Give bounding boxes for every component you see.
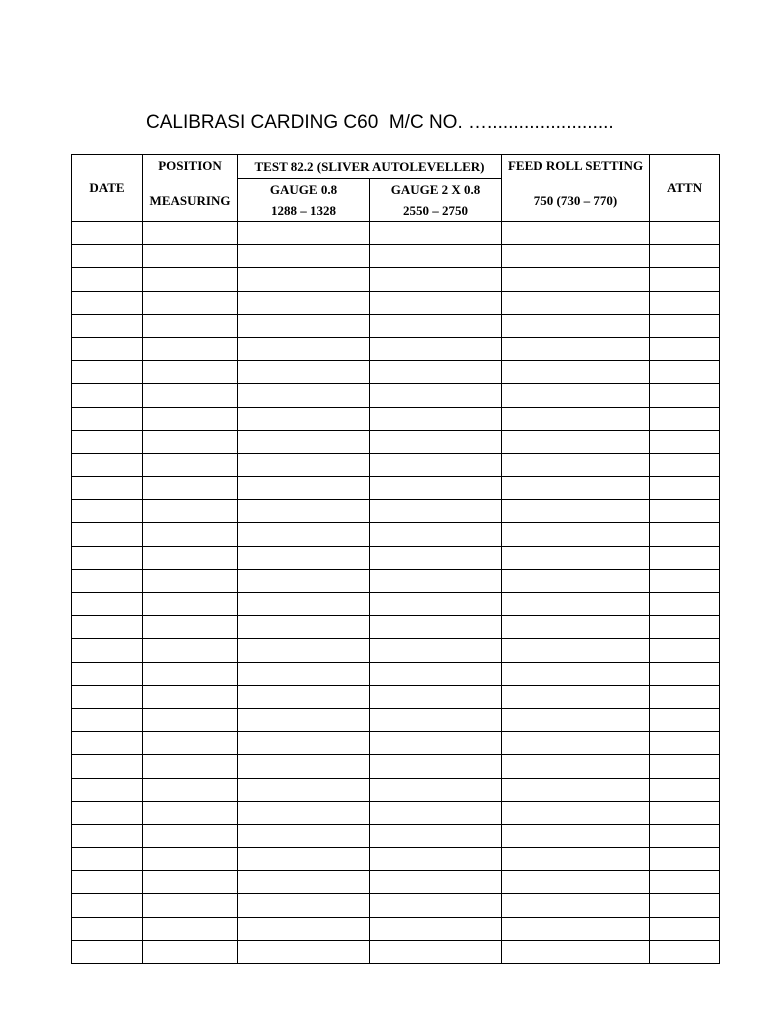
cell-feed-roll[interactable] — [502, 361, 650, 384]
cell-attn[interactable] — [650, 268, 720, 291]
cell-gauge-1[interactable] — [238, 685, 370, 708]
cell-gauge-1[interactable] — [238, 639, 370, 662]
table-row — [72, 616, 720, 639]
cell-feed-roll[interactable] — [502, 222, 650, 245]
cell-position[interactable] — [143, 430, 238, 453]
cell-attn[interactable] — [650, 291, 720, 314]
cell-date[interactable] — [72, 871, 143, 894]
cell-attn[interactable] — [650, 314, 720, 337]
gauge-2-label: GAUGE 2 X 0.8 — [390, 182, 481, 197]
cell-position[interactable] — [143, 361, 238, 384]
cell-feed-roll[interactable] — [502, 523, 650, 546]
cell-date[interactable] — [72, 500, 143, 523]
cell-attn[interactable] — [650, 732, 720, 755]
cell-attn[interactable] — [650, 778, 720, 801]
cell-date[interactable] — [72, 894, 143, 917]
cell-attn[interactable] — [650, 894, 720, 917]
cell-gauge-1[interactable] — [238, 523, 370, 546]
cell-date[interactable] — [72, 593, 143, 616]
cell-gauge-1[interactable] — [238, 940, 370, 963]
cell-date[interactable] — [72, 361, 143, 384]
cell-gauge-2[interactable] — [370, 894, 502, 917]
table-row — [72, 940, 720, 963]
cell-feed-roll[interactable] — [502, 616, 650, 639]
table-row — [72, 732, 720, 755]
cell-date[interactable] — [72, 801, 143, 824]
cell-position[interactable] — [143, 569, 238, 592]
cell-gauge-2[interactable] — [370, 708, 502, 731]
cell-date[interactable] — [72, 569, 143, 592]
cell-feed-roll[interactable] — [502, 245, 650, 268]
table-row — [72, 639, 720, 662]
cell-position[interactable] — [143, 685, 238, 708]
table-row — [72, 523, 720, 546]
cell-attn[interactable] — [650, 245, 720, 268]
cell-gauge-1[interactable] — [238, 337, 370, 360]
cell-gauge-2[interactable] — [370, 291, 502, 314]
cell-gauge-1[interactable] — [238, 755, 370, 778]
cell-gauge-2[interactable] — [370, 616, 502, 639]
cell-date[interactable] — [72, 477, 143, 500]
cell-attn[interactable] — [650, 801, 720, 824]
cell-attn[interactable] — [650, 940, 720, 963]
cell-gauge-1[interactable] — [238, 732, 370, 755]
cell-position[interactable] — [143, 222, 238, 245]
cell-date[interactable] — [72, 824, 143, 847]
cell-gauge-2[interactable] — [370, 801, 502, 824]
cell-position[interactable] — [143, 778, 238, 801]
cell-feed-roll[interactable] — [502, 477, 650, 500]
cell-feed-roll[interactable] — [502, 708, 650, 731]
cell-gauge-2[interactable] — [370, 337, 502, 360]
table-row — [72, 245, 720, 268]
cell-position[interactable] — [143, 616, 238, 639]
cell-position[interactable] — [143, 291, 238, 314]
cell-position[interactable] — [143, 639, 238, 662]
cell-position[interactable] — [143, 500, 238, 523]
cell-gauge-1[interactable] — [238, 477, 370, 500]
table-row — [72, 361, 720, 384]
cell-feed-roll[interactable] — [502, 500, 650, 523]
table-row — [72, 569, 720, 592]
cell-date[interactable] — [72, 407, 143, 430]
cell-date[interactable] — [72, 222, 143, 245]
cell-gauge-1[interactable] — [238, 708, 370, 731]
table-row — [72, 291, 720, 314]
cell-attn[interactable] — [650, 685, 720, 708]
table-row — [72, 894, 720, 917]
cell-gauge-2[interactable] — [370, 222, 502, 245]
table-row — [72, 407, 720, 430]
cell-gauge-1[interactable] — [238, 824, 370, 847]
cell-date[interactable] — [72, 917, 143, 940]
table-row — [72, 778, 720, 801]
cell-feed-roll[interactable] — [502, 732, 650, 755]
cell-gauge-1[interactable] — [238, 453, 370, 476]
cell-gauge-2[interactable] — [370, 569, 502, 592]
entry-rows — [72, 222, 720, 964]
cell-date[interactable] — [72, 523, 143, 546]
cell-date[interactable] — [72, 778, 143, 801]
cell-gauge-1[interactable] — [238, 662, 370, 685]
cell-feed-roll[interactable] — [502, 871, 650, 894]
cell-attn[interactable] — [650, 430, 720, 453]
cell-feed-roll[interactable] — [502, 314, 650, 337]
cell-feed-roll[interactable] — [502, 940, 650, 963]
cell-position[interactable] — [143, 940, 238, 963]
cell-position[interactable] — [143, 384, 238, 407]
cell-position[interactable] — [143, 801, 238, 824]
cell-attn[interactable] — [650, 917, 720, 940]
cell-gauge-2[interactable] — [370, 639, 502, 662]
cell-feed-roll[interactable] — [502, 801, 650, 824]
cell-gauge-1[interactable] — [238, 917, 370, 940]
header-feed-roll-label: FEED ROLL SETTING — [507, 158, 644, 173]
cell-gauge-2[interactable] — [370, 685, 502, 708]
header-date: DATE — [72, 155, 143, 222]
cell-feed-roll[interactable] — [502, 778, 650, 801]
cell-date[interactable] — [72, 337, 143, 360]
header-attn: ATTN — [650, 155, 720, 222]
cell-gauge-1[interactable] — [238, 245, 370, 268]
cell-attn[interactable] — [650, 384, 720, 407]
cell-gauge-1[interactable] — [238, 848, 370, 871]
cell-attn[interactable] — [650, 569, 720, 592]
cell-attn[interactable] — [650, 477, 720, 500]
cell-position[interactable] — [143, 894, 238, 917]
cell-date[interactable] — [72, 616, 143, 639]
cell-position[interactable] — [143, 546, 238, 569]
cell-gauge-1[interactable] — [238, 546, 370, 569]
cell-position[interactable] — [143, 824, 238, 847]
table-row — [72, 222, 720, 245]
cell-attn[interactable] — [650, 337, 720, 360]
table-row — [72, 917, 720, 940]
cell-position[interactable] — [143, 755, 238, 778]
cell-attn[interactable] — [650, 616, 720, 639]
cell-gauge-2[interactable] — [370, 755, 502, 778]
cell-feed-roll[interactable] — [502, 430, 650, 453]
cell-position[interactable] — [143, 477, 238, 500]
cell-attn[interactable] — [650, 361, 720, 384]
cell-gauge-2[interactable] — [370, 314, 502, 337]
cell-gauge-2[interactable] — [370, 546, 502, 569]
cell-attn[interactable] — [650, 407, 720, 430]
cell-gauge-2[interactable] — [370, 430, 502, 453]
cell-position[interactable] — [143, 662, 238, 685]
cell-gauge-1[interactable] — [238, 361, 370, 384]
cell-attn[interactable] — [650, 500, 720, 523]
header-feed-roll-range: 750 (730 – 770) — [533, 193, 618, 208]
cell-attn[interactable] — [650, 639, 720, 662]
cell-date[interactable] — [72, 708, 143, 731]
cell-gauge-2[interactable] — [370, 500, 502, 523]
cell-gauge-1[interactable] — [238, 616, 370, 639]
cell-attn[interactable] — [650, 222, 720, 245]
cell-gauge-1[interactable] — [238, 430, 370, 453]
cell-gauge-1[interactable] — [238, 291, 370, 314]
cell-gauge-1[interactable] — [238, 314, 370, 337]
cell-date[interactable] — [72, 546, 143, 569]
header-gauge-1 — [238, 179, 370, 222]
table-row — [72, 593, 720, 616]
cell-gauge-1[interactable] — [238, 407, 370, 430]
table-row — [72, 477, 720, 500]
cell-date[interactable] — [72, 453, 143, 476]
cell-gauge-2[interactable] — [370, 361, 502, 384]
cell-date[interactable] — [72, 662, 143, 685]
cell-position[interactable] — [143, 871, 238, 894]
table-row — [72, 453, 720, 476]
header-position-label: POSITION — [158, 158, 222, 173]
cell-gauge-2[interactable] — [370, 824, 502, 847]
cell-position[interactable] — [143, 337, 238, 360]
header-gauge-2 — [370, 179, 502, 222]
table-row — [72, 848, 720, 871]
table-row — [72, 662, 720, 685]
cell-gauge-1[interactable] — [238, 801, 370, 824]
cell-feed-roll[interactable] — [502, 894, 650, 917]
cell-feed-roll[interactable] — [502, 384, 650, 407]
cell-position[interactable] — [143, 453, 238, 476]
cell-feed-roll[interactable] — [502, 824, 650, 847]
cell-position[interactable] — [143, 848, 238, 871]
cell-gauge-2[interactable] — [370, 268, 502, 291]
cell-feed-roll[interactable] — [502, 268, 650, 291]
cell-position[interactable] — [143, 314, 238, 337]
cell-date[interactable] — [72, 848, 143, 871]
cell-attn[interactable] — [650, 593, 720, 616]
table-row — [72, 755, 720, 778]
cell-feed-roll[interactable] — [502, 639, 650, 662]
cell-date[interactable] — [72, 291, 143, 314]
cell-feed-roll[interactable] — [502, 685, 650, 708]
cell-date[interactable] — [72, 639, 143, 662]
table-row — [72, 500, 720, 523]
table-row — [72, 268, 720, 291]
cell-attn[interactable] — [650, 708, 720, 731]
cell-date[interactable] — [72, 940, 143, 963]
cell-feed-roll[interactable] — [502, 546, 650, 569]
cell-position[interactable] — [143, 268, 238, 291]
cell-gauge-1[interactable] — [238, 222, 370, 245]
cell-gauge-2[interactable] — [370, 848, 502, 871]
table-row — [72, 824, 720, 847]
header-test-group: TEST 82.2 (SLIVER AUTOLEVELLER) — [238, 155, 502, 179]
cell-date[interactable] — [72, 268, 143, 291]
cell-position[interactable] — [143, 708, 238, 731]
gauge-2-range: 2550 – 2750 — [403, 203, 468, 218]
cell-date[interactable] — [72, 732, 143, 755]
gauge-1-label: GAUGE 0.8 — [269, 182, 338, 197]
cell-gauge-2[interactable] — [370, 523, 502, 546]
cell-attn[interactable] — [650, 871, 720, 894]
cell-gauge-1[interactable] — [238, 778, 370, 801]
cell-feed-roll[interactable] — [502, 407, 650, 430]
table-row — [72, 384, 720, 407]
cell-position[interactable] — [143, 917, 238, 940]
cell-feed-roll[interactable] — [502, 291, 650, 314]
header-feed-roll-setting — [502, 155, 650, 222]
header-position-measuring — [143, 155, 238, 222]
cell-gauge-1[interactable] — [238, 500, 370, 523]
cell-gauge-2[interactable] — [370, 917, 502, 940]
cell-attn[interactable] — [650, 848, 720, 871]
cell-gauge-2[interactable] — [370, 871, 502, 894]
cell-date[interactable] — [72, 245, 143, 268]
cell-attn[interactable] — [650, 453, 720, 476]
cell-gauge-2[interactable] — [370, 778, 502, 801]
cell-attn[interactable] — [650, 824, 720, 847]
cell-date[interactable] — [72, 755, 143, 778]
cell-gauge-2[interactable] — [370, 384, 502, 407]
cell-gauge-1[interactable] — [238, 384, 370, 407]
table-row — [72, 314, 720, 337]
cell-feed-roll[interactable] — [502, 453, 650, 476]
table-row — [72, 801, 720, 824]
cell-feed-roll[interactable] — [502, 917, 650, 940]
table-row — [72, 871, 720, 894]
cell-attn[interactable] — [650, 755, 720, 778]
table-row — [72, 430, 720, 453]
calibration-table — [71, 154, 720, 964]
cell-attn[interactable] — [650, 662, 720, 685]
cell-date[interactable] — [72, 685, 143, 708]
cell-gauge-1[interactable] — [238, 268, 370, 291]
cell-attn[interactable] — [650, 523, 720, 546]
cell-gauge-2[interactable] — [370, 453, 502, 476]
cell-feed-roll[interactable] — [502, 569, 650, 592]
header-measuring-label: MEASURING — [149, 193, 231, 208]
cell-gauge-2[interactable] — [370, 732, 502, 755]
table-row — [72, 685, 720, 708]
cell-date[interactable] — [72, 314, 143, 337]
cell-gauge-2[interactable] — [370, 662, 502, 685]
cell-gauge-2[interactable] — [370, 940, 502, 963]
form-title: CALIBRASI CARDING C60 M/C NO. …........................ — [146, 112, 614, 133]
cell-gauge-1[interactable] — [238, 894, 370, 917]
cell-attn[interactable] — [650, 546, 720, 569]
cell-feed-roll[interactable] — [502, 848, 650, 871]
cell-feed-roll[interactable] — [502, 662, 650, 685]
cell-position[interactable] — [143, 245, 238, 268]
cell-gauge-2[interactable] — [370, 477, 502, 500]
cell-date[interactable] — [72, 430, 143, 453]
cell-gauge-1[interactable] — [238, 871, 370, 894]
cell-gauge-1[interactable] — [238, 593, 370, 616]
cell-gauge-2[interactable] — [370, 407, 502, 430]
cell-position[interactable] — [143, 407, 238, 430]
cell-position[interactable] — [143, 593, 238, 616]
cell-gauge-2[interactable] — [370, 245, 502, 268]
table-row — [72, 546, 720, 569]
cell-feed-roll[interactable] — [502, 593, 650, 616]
table-row — [72, 337, 720, 360]
cell-feed-roll[interactable] — [502, 755, 650, 778]
cell-position[interactable] — [143, 523, 238, 546]
gauge-1-range: 1288 – 1328 — [271, 203, 336, 218]
cell-feed-roll[interactable] — [502, 337, 650, 360]
cell-date[interactable] — [72, 384, 143, 407]
cell-gauge-1[interactable] — [238, 569, 370, 592]
table-row — [72, 708, 720, 731]
cell-position[interactable] — [143, 732, 238, 755]
cell-gauge-2[interactable] — [370, 593, 502, 616]
